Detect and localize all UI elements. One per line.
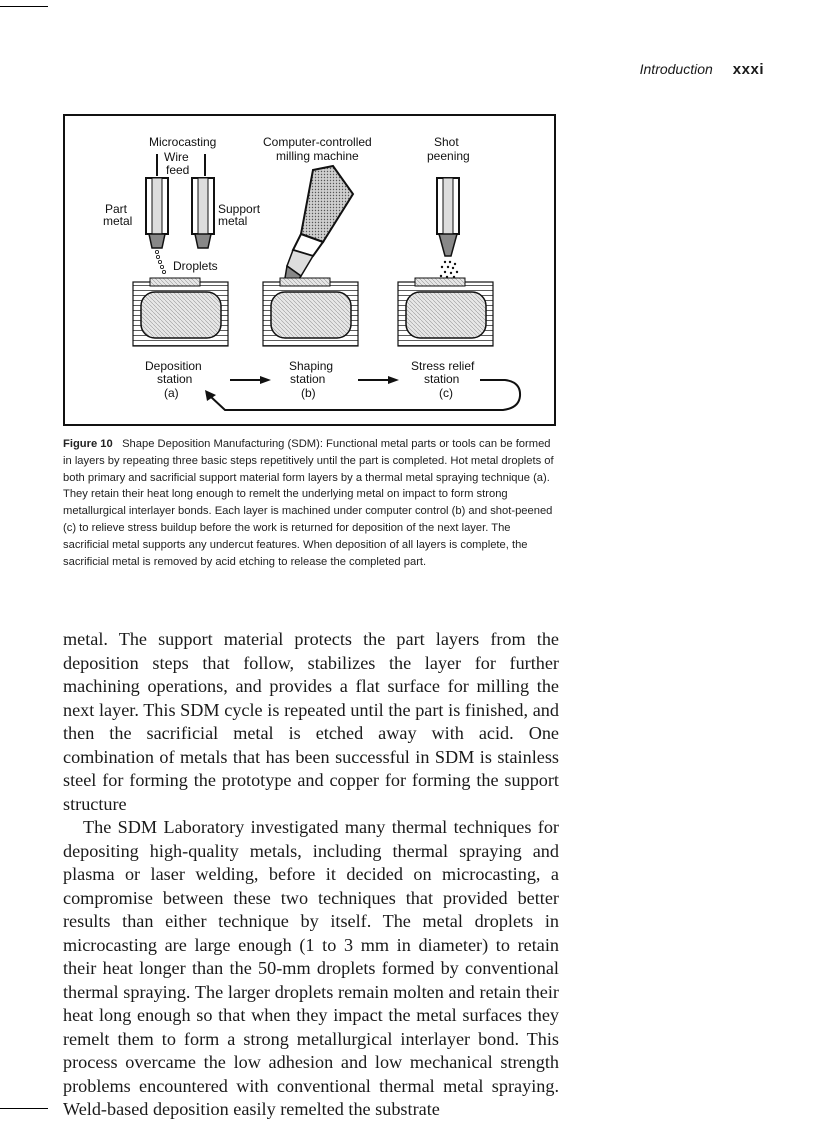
part-nozzle	[146, 178, 168, 248]
label-stress-tag: (c)	[439, 386, 453, 400]
page-number: xxxi	[732, 61, 764, 78]
label-computer-controlled: Computer-controlled	[263, 135, 372, 149]
label-stress-relief: Stress relief	[411, 359, 475, 373]
droplet-stream	[155, 250, 165, 273]
arrow-b-to-c	[358, 376, 399, 384]
body-text	[63, 628, 559, 1122]
shot-particles	[440, 261, 458, 278]
label-deposition: Deposition	[145, 359, 202, 373]
label-milling-machine: milling machine	[276, 149, 359, 163]
label-shot: Shot	[434, 135, 459, 149]
caption-label: Figure 10	[63, 438, 113, 450]
label-deposition-tag: (a)	[164, 386, 179, 400]
label-deposition-station: station	[157, 372, 193, 386]
crop-mark-top	[0, 6, 48, 7]
label-part-metal: metal	[103, 214, 133, 228]
arrow-return	[205, 380, 520, 410]
figure-10	[63, 114, 556, 426]
workpiece-b	[263, 278, 358, 346]
label-wire: Wire	[164, 150, 189, 164]
label-shaping-station: station	[290, 372, 326, 386]
support-nozzle	[192, 178, 214, 248]
label-feed: feed	[166, 163, 190, 177]
label-shaping: Shaping	[289, 359, 334, 373]
figure-caption	[63, 436, 556, 570]
label-support-metal: metal	[218, 214, 248, 228]
workpiece-a	[133, 278, 228, 346]
label-droplets: Droplets	[173, 259, 218, 273]
arrow-a-to-b	[230, 376, 271, 384]
crop-mark-bottom	[0, 1108, 48, 1109]
label-stress-station: station	[424, 372, 460, 386]
label-support: Support	[218, 202, 261, 216]
milling-head	[285, 166, 353, 284]
section-title: Introduction	[639, 61, 713, 77]
label-microcasting: Microcasting	[149, 135, 217, 149]
label-part: Part	[105, 202, 128, 216]
peening-nozzle	[437, 178, 459, 256]
caption-text: Shape Deposition Manufacturing (SDM): Functional metal parts or tools can be formed in layers by repeating three basic steps repetitively until the part is completed. Hot metal droplets of both primary and sacrificial support material form layers by a thermal metal spraying technique (a). They retain their heat long enough to remelt the underlying metal on impact to form strong metallurgical interlayer bonds. Each layer is machined under computer control (b) and shot-peened (c) to relieve stress buildup before the work is returned for deposition of the next layer. The sacrificial metal supports any undercut features. When deposition of all layers is complete, the sacrificial metal is removed by acid etching to release the completed part.	[63, 438, 554, 568]
workpiece-c	[398, 278, 493, 346]
sdm-diagram	[65, 116, 558, 428]
running-header	[640, 61, 764, 78]
label-shaping-tag: (b)	[301, 386, 316, 400]
paragraph-1: metal. The support material protects the part layers from the deposition steps that follow, stabilizes the layer for further machining operations, and provides a flat surface for milling the next layer. This SDM cycle is repeated until the part is finished, and then the sacrificial metal is etched away with acid. One combination of metals that has been successful in SDM is stainless steel for forming the prototype and copper for forming the support structure	[63, 629, 559, 814]
label-peening: peening	[427, 149, 470, 163]
paragraph-2: The SDM Laboratory investigated many thermal techniques for depositing high-quality metals, including thermal spraying and plasma or laser welding, before it decided on microcasting, a compromise between these two techniques that provided better results than either technique by itself. The metal droplets in microcasting are large enough (1 to 3 mm in diameter) to retain their heat longer than the 50-mm droplets formed by conventional thermal spraying. The larger droplets remain molten and retain their heat long enough so that when they impact the metal surfaces they remelt them to form a strong metallurgical interlayer bond. This process overcame the low adhesion and low mechanical strength problems encountered with conventional thermal metal spraying. Weld-based deposition easily remelted the substrate	[63, 817, 559, 1119]
